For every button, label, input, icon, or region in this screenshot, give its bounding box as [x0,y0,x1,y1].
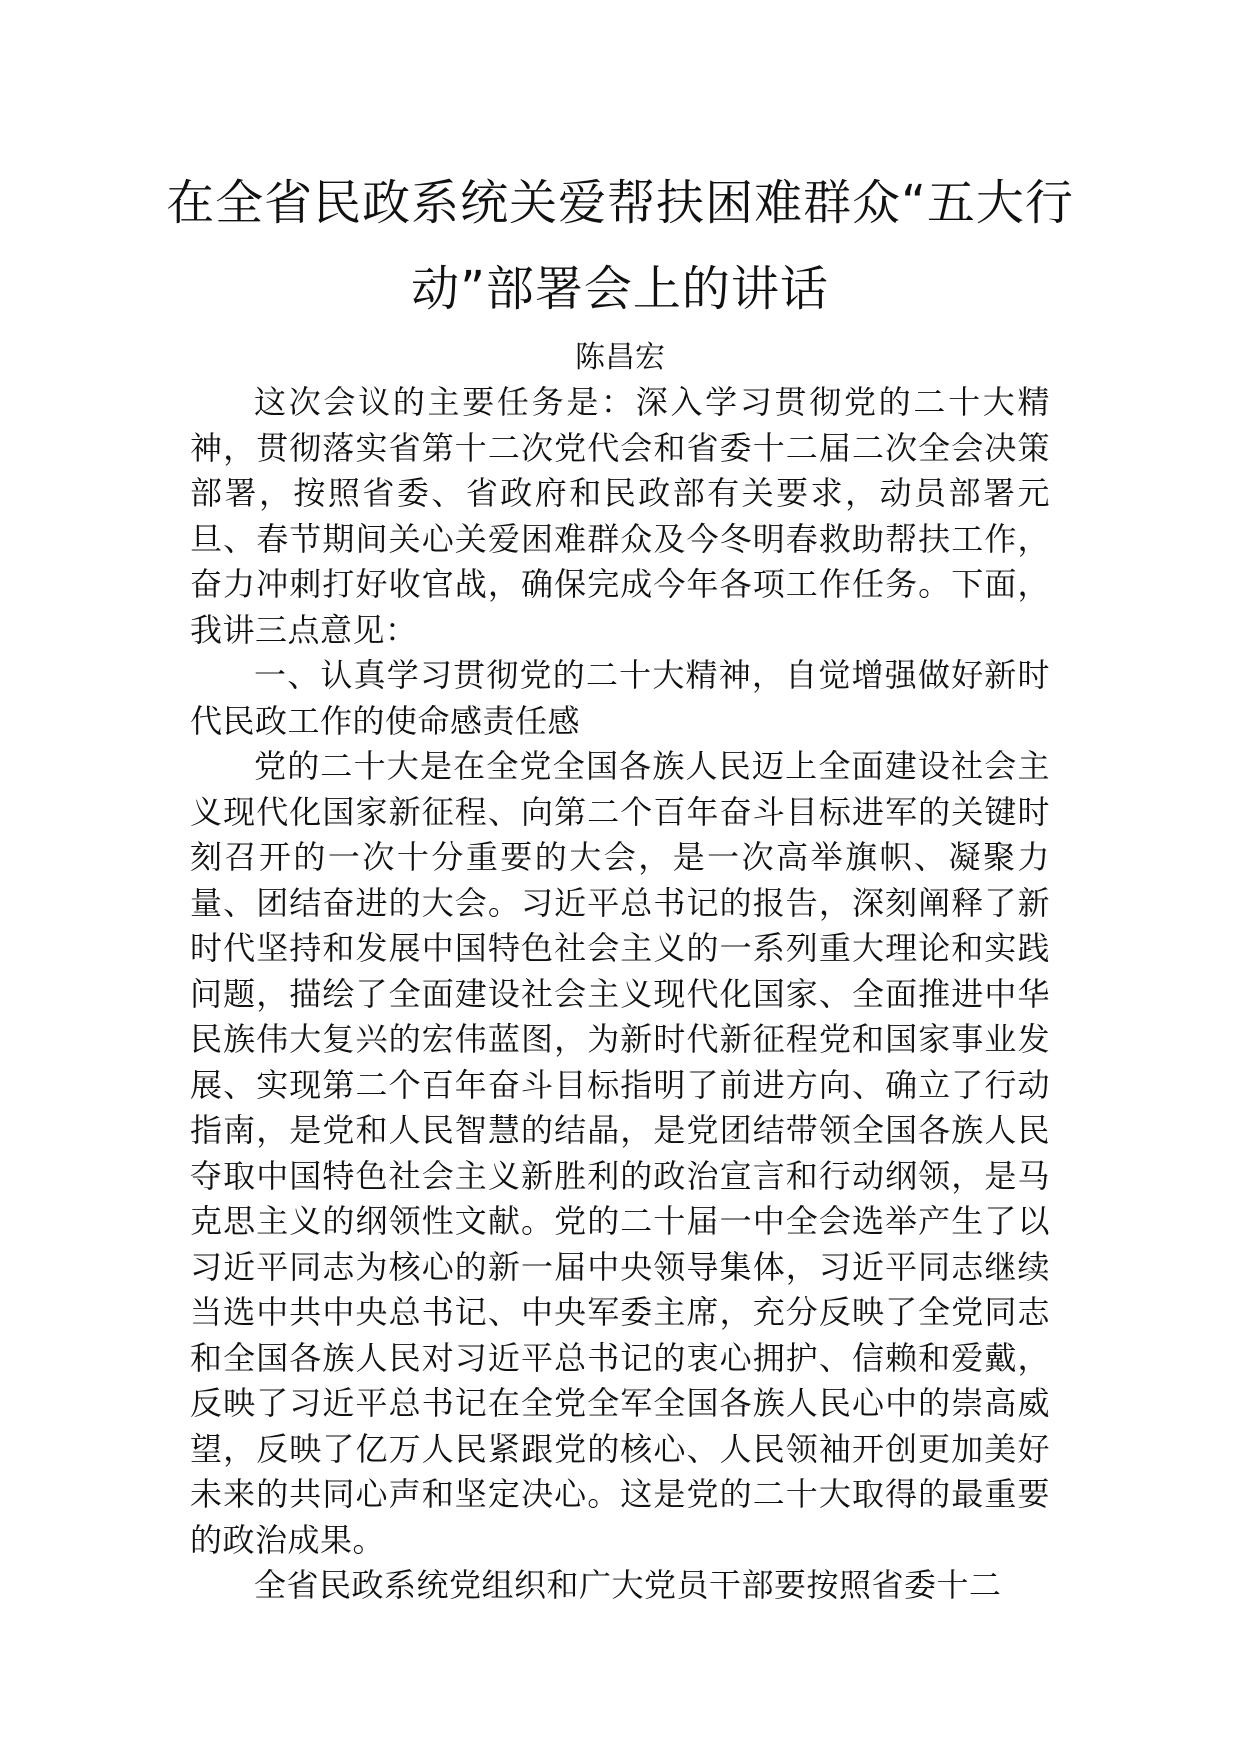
paragraph-section-1-continued: 全省民政系统党组织和广大党员干部要按照省委十二 [254,1566,1002,1604]
document-title: 在全省民政系统关爱帮扶困难群众“五大行动”部署会上的讲话 [166,175,1074,317]
section-heading-1: 一、认真学习贯彻党的二十大精神，自觉增强做好新时代民政工作的使命感责任感 [190,656,1050,740]
document-author: 陈昌宏 [575,340,665,375]
paragraph-section-1: 党的二十大是在全党全国各族人民迈上全面建设社会主义现代化国家新征程、向第二个百年奋斗目标进军的关键时刻召开的一次十分重要的大会，是一次高举旗帜、凝聚力量、团结奋进的大会。习近平总书记的报告，深刻阐释了新时代坚持和发展中国特色社会主义的一系列重大理论和实践问题，描绘了全面建设社会主义现代化国家、全面推进中华民族伟大复兴的宏伟蓝图，为新时代新征程党和国家事业发展、实现第二个百年奋斗目标指明了前进方向、确立了行动指南，是党和人民智慧的结晶，是党团结带领全国各族人民夺取中国特色社会主义新胜利的政治宣言和行动纲领，是马克思主义的纲领性文献。党的二十届一中全会选举产生了以习近平同志为核心的新一届中央领导集体，习近平同志继续当选中共中央总书记、中央军委主席，充分反映了全党同志和全国各族人民对习近平总书记的衷心拥护、信赖和爱戴，反映了习近平总书记在全党全军全国各族人民心中的崇高威望，反映了亿万人民紧跟党的核心、人民领袖开创更加美好未来的共同心声和坚定决心。这是党的二十大取得的最重要的政治成果。 [190,747,1050,1559]
document-body [190,380,1050,1609]
paragraph-intro: 这次会议的主要任务是：深入学习贯彻党的二十大精神，贯彻落实省第十二次党代会和省委十二届二次全会决策部署，按照省委、省政府和民政部有关要求，动员部署元旦、春节期间关心关爱困难群众及今冬明春救助帮扶工作，奋力冲刺打好收官战，确保完成今年各项工作任务。下面，我讲三点意见： [190,383,1050,649]
